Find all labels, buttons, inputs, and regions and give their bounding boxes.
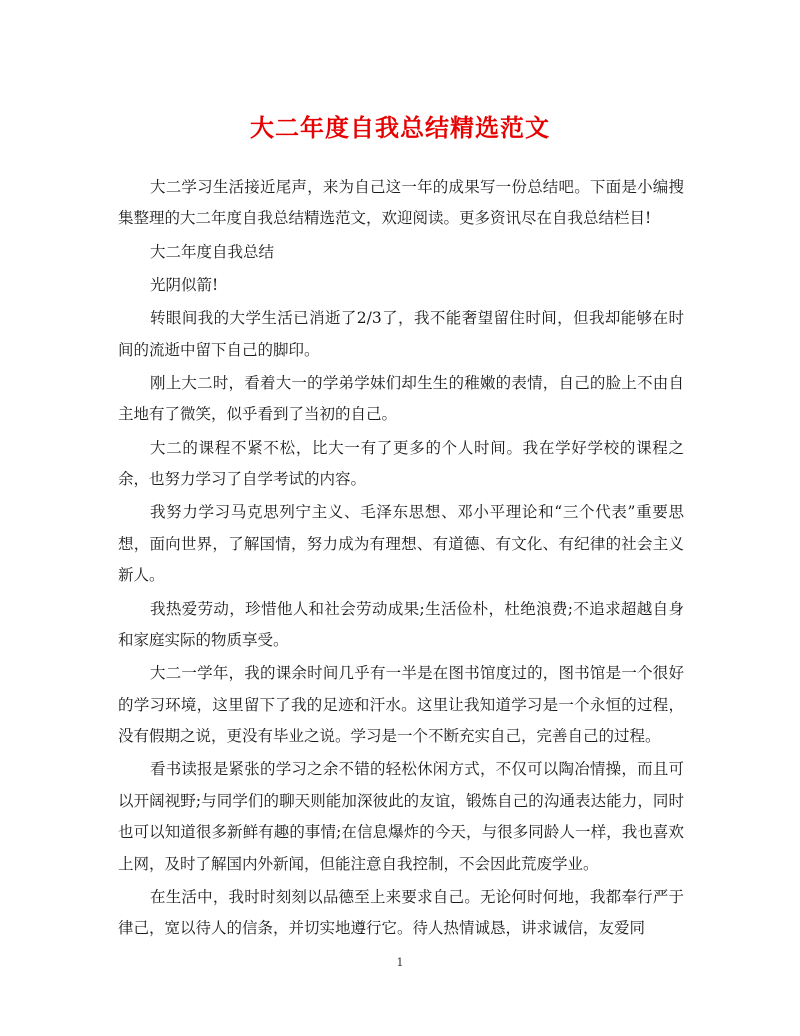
- paragraph: 在生活中，我时时刻刻以品德至上来要求自己。无论何时何地，我都奉行严于律己，宽以待人的信条，并切实地遵行它。待人热情诚恳，讲求诚信，友爱同: [118, 887, 684, 938]
- paragraph: 大二一学年，我的课余时间几乎有一半是在图书馆度过的，图书馆是一个很好的学习环境，这里留下了我的足迹和汗水。这里让我知道学习是一个永恒的过程，没有假期之说，更没有毕业之说。学习是一个不断充实自己，完善自己的过程。: [118, 664, 684, 746]
- paragraph: 转眼间我的大学生活已消逝了2/3了，我不能奢望留住时间，但我却能够在时间的流逝中留下自己的脚印。: [118, 309, 684, 359]
- paragraph: 刚上大二时，看着大一的学弟学妹们却生生的稚嫩的表情，自己的脸上不由自主地有了微笑，似乎看到了当初的自己。: [118, 374, 684, 424]
- paragraph: 大二年度自我总结: [150, 242, 275, 261]
- page-number: 1: [396, 956, 404, 969]
- document-title: 大二年度自我总结精选范文: [250, 113, 550, 142]
- paragraph: 我努力学习马克思列宁主义、毛泽东思想、邓小平理论和“三个代表”重要思想，面向世界，了解国情，努力成为有理想、有道德、有文化、有纪律的社会主义新人。: [118, 503, 684, 585]
- paragraph: 大二学习生活接近尾声，来为自己这一年的成果写一份总结吧。下面是小编搜集整理的大二年度自我总结精选范文，欢迎阅读。更多资讯尽在自我总结栏目!: [118, 178, 684, 228]
- document-body: [118, 172, 684, 947]
- paragraph: 大二的课程不紧不松，比大一有了更多的个人时间。我在学好学校的课程之余，也努力学习了自学考试的内容。: [118, 438, 684, 489]
- paragraph: 我热爱劳动，珍惜他人和社会劳动成果;生活俭朴，杜绝浪费;不追求超越自身和家庭实际的物质享受。: [118, 599, 684, 649]
- paragraph: 光阴似箭!: [150, 276, 219, 294]
- paragraph: 看书读报是紧张的学习之余不错的轻松休闲方式，不仅可以陶冶情操，而且可以开阔视野;与同学们的聊天则能加深彼此的友谊，锻炼自己的沟通表达能力，同时也可以知道很多新鲜有趣的事情;在信息爆炸的今天，与很多同龄人一样，我也喜欢上网，及时了解国内外新闻，但能注意自我控制，不会因此荒废学业。: [118, 760, 684, 873]
